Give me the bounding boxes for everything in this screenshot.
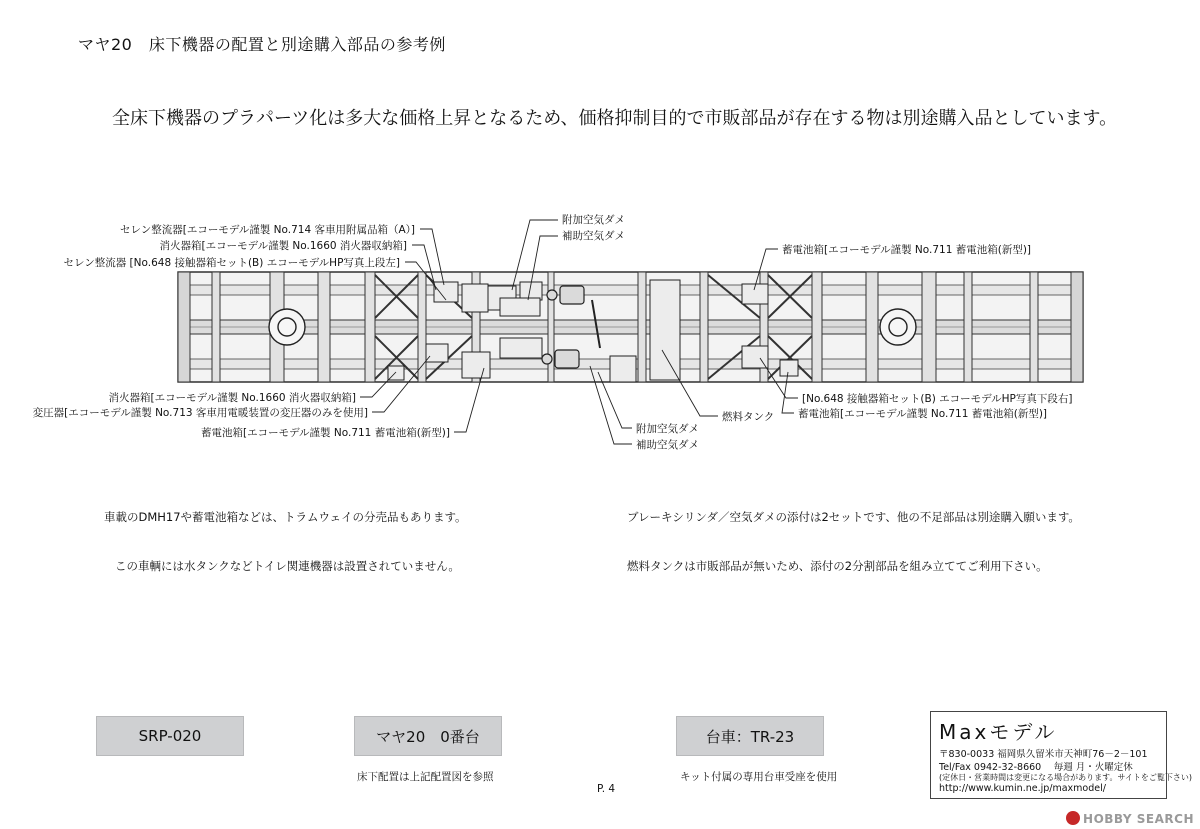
- watermark-text: HOBBY SEARCH: [1083, 812, 1194, 826]
- maker-name: Maxモデル: [939, 720, 1058, 744]
- page-number: P. 4: [597, 783, 616, 795]
- maker-address: 〒830-0033 福岡県久留米市天神町76－2－101: [939, 749, 1148, 760]
- intro-text: 全床下機器のプラパーツ化は多大な価格上昇となるため、価格抑制目的で市販部品が存在する物は別途購入品としています。: [112, 108, 1118, 129]
- hobbysearch-watermark: [1066, 811, 1194, 826]
- label-battery-box-bottom-left: 蓄電池箱[エコーモデル謹製 No.711 蓄電池箱(新型)]: [200, 427, 450, 439]
- label-battery-box-bottom-right: 蓄電池箱[エコーモデル謹製 No.711 蓄電池箱(新型)]: [798, 408, 1048, 420]
- label-aux-air-tank-top-1: 附加空気ダメ: [562, 214, 625, 226]
- car-number-box: [354, 716, 502, 756]
- note-right-2: 燃料タンクは市販部品が無いため、添付の2分割部品を組み立ててご利用下さい。: [627, 559, 1048, 573]
- label-extinguisher-box-top: 消火器箱[エコーモデル謹製 No.1660 消火器収納箱]: [159, 240, 407, 252]
- page-title: マヤ20 床下機器の配置と別途購入部品の参考例: [78, 35, 446, 54]
- hobbysearch-logo-icon: [1066, 811, 1080, 825]
- product-code: SRP-020: [138, 727, 202, 745]
- note-left-1: 車載のDMH17や蓄電池箱などは、トラムウェイの分売品もあります。: [104, 510, 467, 524]
- label-extinguisher-box-bottom: 消火器箱[エコーモデル謹製 No.1660 消火器収納箱]: [108, 392, 356, 404]
- label-contactor-box: [No.648 接触器箱セット(B) エコーモデルHP写真下段右]: [802, 393, 1073, 405]
- label-battery-box-top: 蓄電池箱[エコーモデル謹製 No.711 蓄電池箱(新型)]: [782, 244, 1032, 256]
- label-selenium-rectifier-a: セレン整流器[エコーモデル謹製 No.714 客車用附属品箱（A）]: [120, 224, 415, 236]
- maker-url[interactable]: http://www.kumin.ne.jp/maxmodel/: [939, 783, 1106, 794]
- bogie-box: [676, 716, 824, 756]
- bogie-caption: キット付属の専用台車受座を使用: [680, 771, 838, 783]
- bogie-type: 台車：TR-23: [705, 727, 795, 746]
- label-fuel-tank: 燃料タンク: [722, 411, 775, 423]
- label-aux-air-tank-bottom-1: 附加空気ダメ: [636, 423, 699, 435]
- label-selenium-rectifier-b: セレン整流器 [No.648 接触器箱セット(B) エコーモデルHP写真上段左]: [63, 257, 400, 269]
- note-left-2: この車輌には水タンクなどトイレ関連機器は設置されていません。: [115, 559, 460, 573]
- car-number-caption: 床下配置は上記配置図を参照: [357, 771, 494, 783]
- label-aux-air-tank-bottom-2: 補助空気ダメ: [636, 439, 699, 451]
- maker-notice: (定休日・営業時間は変更になる場合があります。サイトをご覧下さい): [939, 773, 1193, 782]
- product-code-box: [96, 716, 244, 756]
- car-number: マヤ20 0番台: [376, 727, 480, 746]
- maker-info-box: [930, 711, 1193, 799]
- maker-tel: Tel/Fax 0942-32-8660 毎週 月・火曜定休: [939, 762, 1133, 773]
- label-aux-air-tank-top-2: 補助空気ダメ: [562, 230, 625, 242]
- note-right-1: ブレーキシリンダ／空気ダメの添付は2セットです、他の不足部品は別途購入願います。: [627, 510, 1080, 524]
- label-transformer: 変圧器[エコーモデル謹製 No.713 客車用電暖装置の変圧器のみを使用]: [32, 407, 368, 419]
